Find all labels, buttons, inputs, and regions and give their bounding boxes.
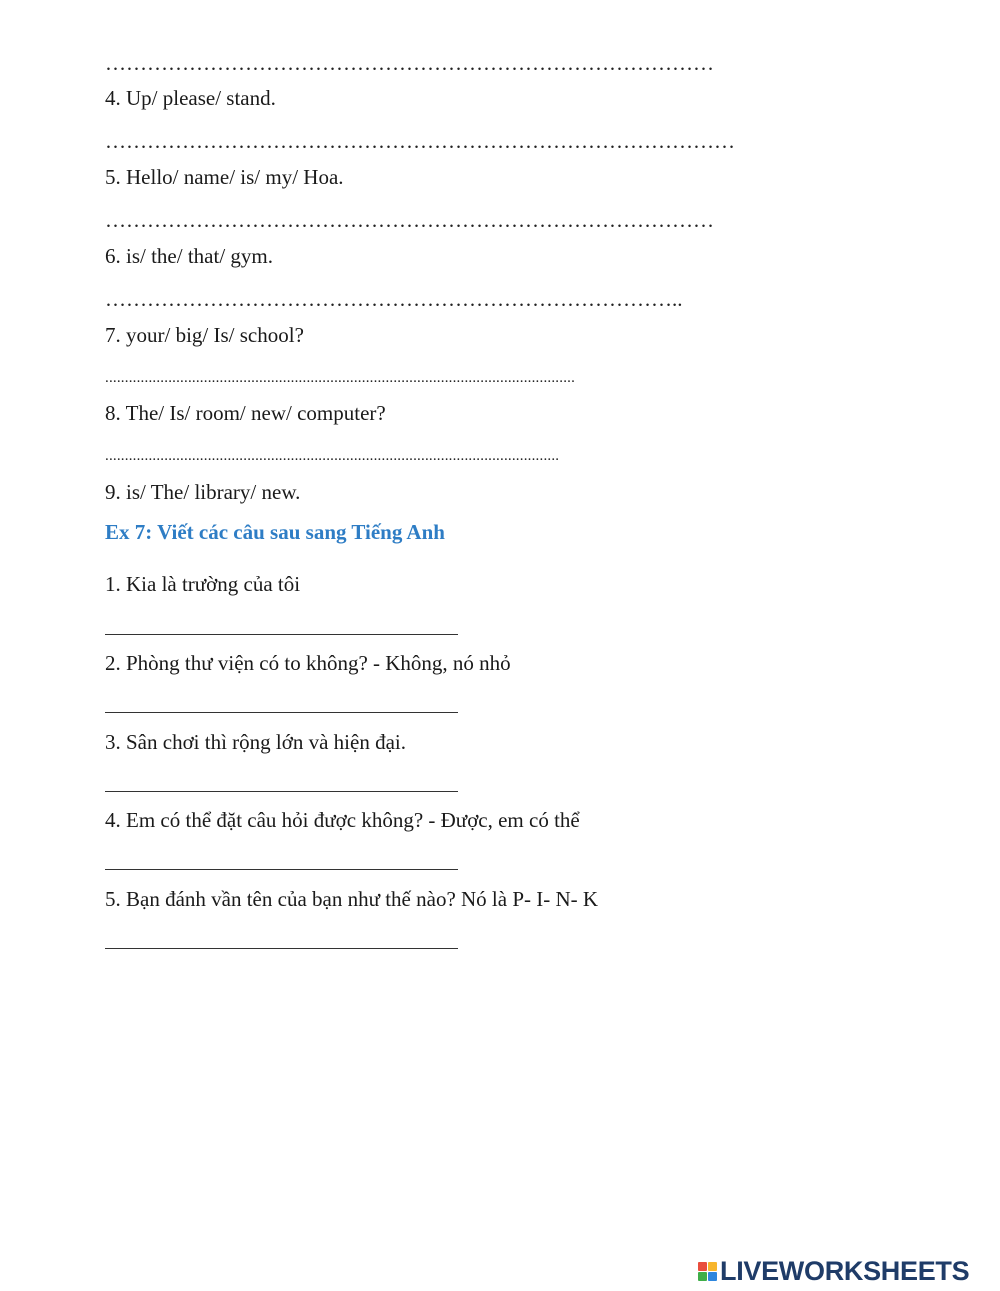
ex6-item-7-prompt: 7. your/ big/ Is/ school? — [105, 323, 304, 347]
ex7-answer-blank-1[interactable] — [105, 634, 458, 635]
logo-mark-l-icon — [698, 1262, 707, 1271]
answer-line-4[interactable]: ……………………………………………………………………………… — [105, 129, 735, 153]
logo-mark-e-icon — [708, 1272, 717, 1281]
answer-line-8[interactable]: ................................................................................................................... — [105, 448, 560, 464]
ex7-item-3-prompt: 3. Sân chơi thì rộng lớn và hiện đại. — [105, 730, 406, 754]
ex6-item-9-prompt: 9. is/ The/ library/ new. — [105, 480, 301, 504]
ex7-answer-blank-4[interactable] — [105, 869, 458, 870]
ex7-item-4-prompt: 4. Em có thể đặt câu hỏi được không? - Được, em có thể — [105, 808, 580, 832]
ex6-item-5-prompt: 5. Hello/ name/ is/ my/ Hoa. — [105, 165, 344, 189]
ex7-item-2-prompt: 2. Phòng thư viện có to không? - Không, nó nhỏ — [105, 651, 511, 675]
liveworksheets-logo — [698, 1255, 994, 1287]
answer-line-7[interactable]: ....................................................................................................................... — [105, 370, 576, 386]
liveworksheets-mark-icon — [698, 1262, 717, 1281]
answer-line-5[interactable]: …………………………………………………………………………… — [105, 208, 714, 232]
answer-line-6[interactable]: ……………………………………………………………………….. — [105, 287, 683, 311]
ex7-answer-blank-2[interactable] — [105, 712, 458, 713]
exercise-7-heading: Ex 7: Viết các câu sau sang Tiếng Anh — [105, 520, 445, 544]
liveworksheets-logo-text: LIVEWORKSHEETS — [720, 1255, 970, 1286]
logo-mark-i-icon — [708, 1262, 717, 1271]
ex6-item-4-prompt: 4. Up/ please/ stand. — [105, 86, 276, 110]
logo-mark-v-icon — [698, 1272, 707, 1281]
ex7-item-1-prompt: 1. Kia là trường của tôi — [105, 572, 301, 596]
ex7-answer-blank-5[interactable] — [105, 948, 458, 949]
ex6-item-8-prompt: 8. The/ Is/ room/ new/ computer? — [105, 401, 386, 425]
ex6-item-6-prompt: 6. is/ the/ that/ gym. — [105, 244, 273, 268]
answer-line-3[interactable]: …………………………………………………………………………… — [105, 51, 714, 75]
ex7-item-5-prompt: 5. Bạn đánh vần tên của bạn như thế nào? Nó là P- I- N- K — [105, 887, 599, 911]
ex7-answer-blank-3[interactable] — [105, 791, 458, 792]
